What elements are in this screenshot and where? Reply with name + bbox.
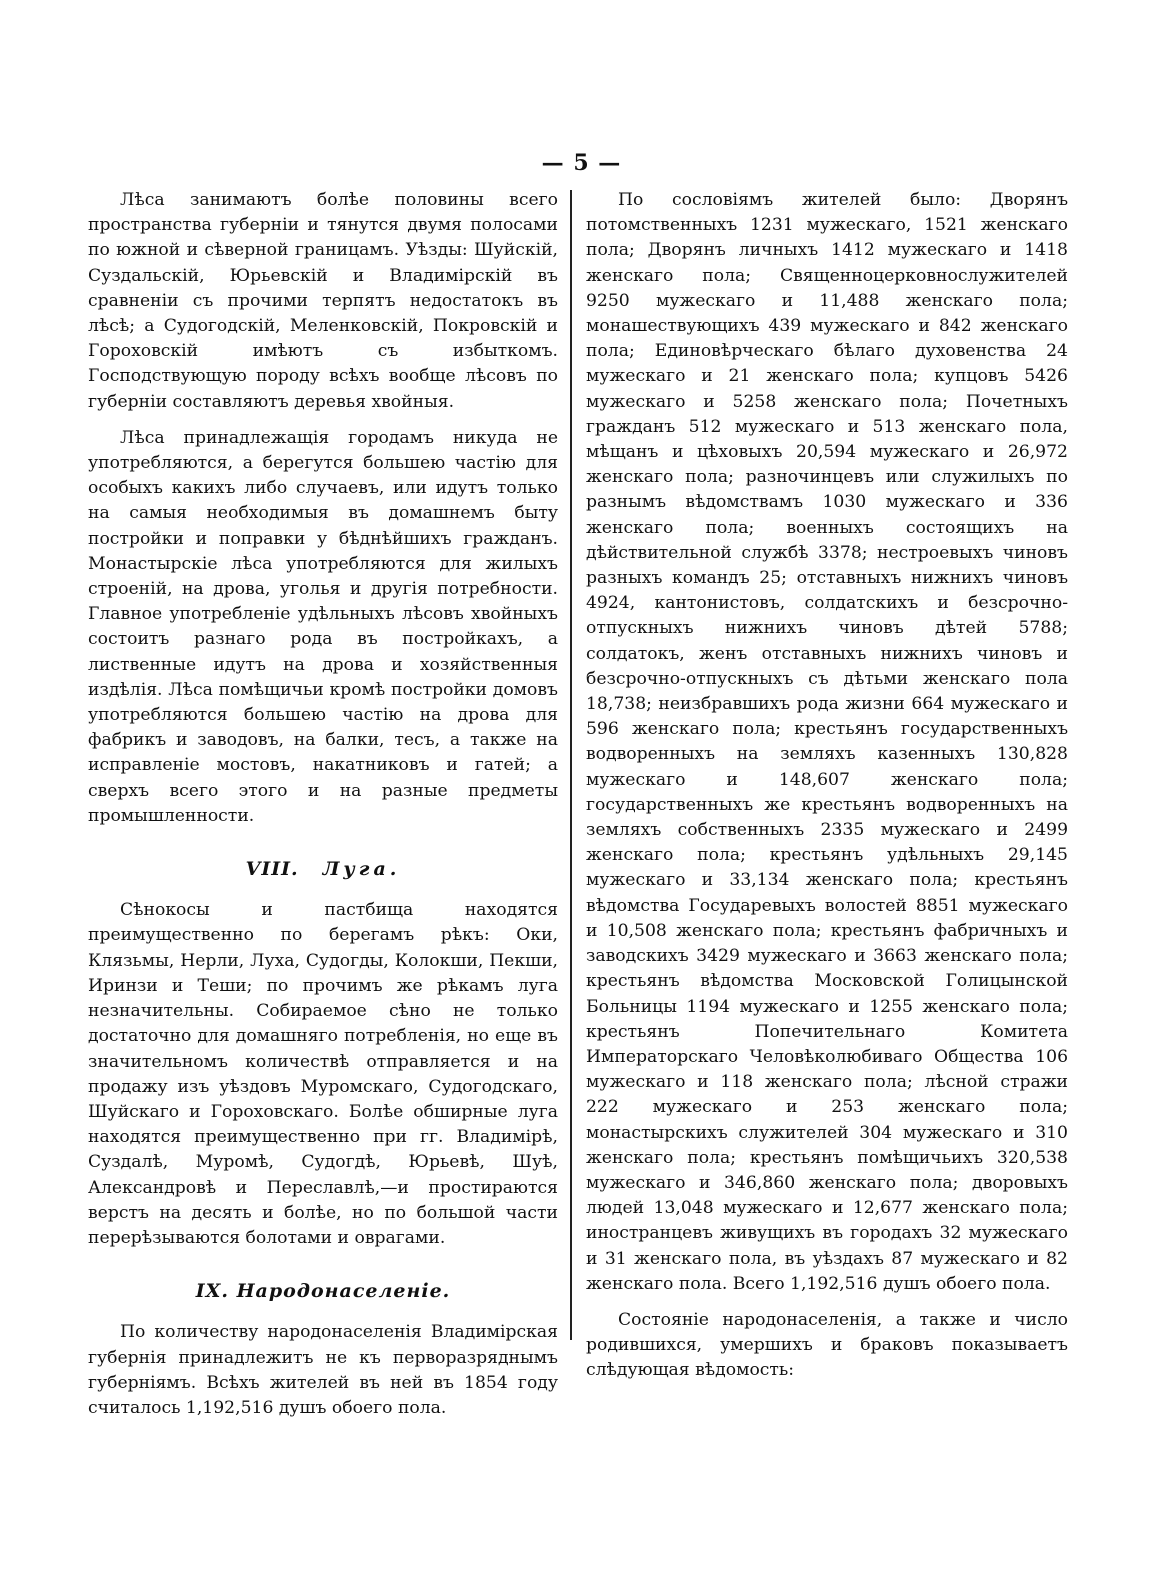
paragraph-population: По количеству народонаселенія Владимірская губернія принадлежитъ не къ перворазряднымъ губерніямъ. Всѣхъ жителей въ ней въ 1854 году считалось 1,192,516 душъ обоего пола. (88, 1322, 558, 1418)
section-number: VIII. (245, 858, 299, 881)
paragraph-estates: По сословіямъ жителей было: Дворянъ потомственныхъ 1231 мужескаго, 1521 женскаго пола; Дворянъ личныхъ 1412 мужескаго и 1418 женскаго пола; Священноцерковнослужителей 9250 мужескаго и 11,488 женскаго пола; монашествующихъ 439 мужескаго и 842 женскаго пола; Единовѣрческаго бѣлаго духовенства 24 мужескаго и 21 женскаго пола; купцовъ 5426 мужескаго и 5258 женскаго пола; Почетныхъ гражданъ 512 мужескаго и 513 женскаго пола, мѣщанъ и цѣховыхъ 20,594 мужескаго и 26,972 женскаго пола; разночинцевъ или служилыхъ по разнымъ вѣдомствамъ 1030 мужескаго и 336 женскаго пола; военныхъ состоящихъ на дѣйствительной службѣ 3378; нестроевыхъ чиновъ разныхъ командъ 25; отставныхъ нижнихъ чиновъ 4924, кантонистовъ, солдатскихъ и безсрочно-отпускныхъ нижнихъ чиновъ дѣтей 5788; солдатокъ, женъ отставныхъ нижнихъ чиновъ и безсрочно-отпускныхъ съ дѣтьми женскаго пола 18,738; неизбравшихъ рода жизни 664 мужескаго и 596 женскаго пола; крестьянъ государственныхъ водворенныхъ на земляхъ казенныхъ 130,828 мужескаго и 148,607 женскаго пола; государственныхъ же крестьянъ водворенныхъ на земляхъ собственныхъ 2335 мужескаго и 2499 женскаго пола; крестьянъ удѣльныхъ 29,145 мужескаго и 33,134 женскаго пола; крестьянъ вѣдомства Государевыхъ волостей 8851 мужескаго и 10,508 женскаго пола; крестьянъ фабричныхъ и заводскихъ 3429 мужескаго и 3663 женскаго пола; крестьянъ вѣдомства Московской Голицынской Больницы 1194 мужескаго и 1255 женскаго пола; крестьянъ Попечительнаго Комитета Императорскаго Человѣколюбиваго Общества 106 мужескаго и 118 женскаго пола; лѣсной стражи 222 мужескаго и 253 женскаго пола; монастырскихъ служителей 304 мужескаго и 310 женскаго пола; крестьянъ помѣщичьихъ 320,538 мужескаго и 346,860 женскаго пола; дворовыхъ людей 13,048 мужескаго и 12,677 женскаго пола; иностранцевъ живущихъ въ городахъ 32 мужескаго и 31 женскаго пола, въ уѣздахъ 87 мужескаго и 82 женскаго пола. Всего 1,192,516 душъ обоего пола. (586, 190, 1068, 1294)
right-column (586, 188, 1068, 1395)
paragraph-meadows: Сѣнокосы и пастбища находятся преимущественно по берегамъ рѣкъ: Оки, Клязьмы, Нерли, Луха, Судогды, Колокши, Пекши, Иринзи и Теши; по прочимъ же рѣкамъ луга незначительны. Собираемое сѣно не только достаточно для домашняго потребленія, но еще въ значительномъ количествѣ отправляется и на продажу изъ уѣздовъ Муромскаго, Судогодскаго, Шуйскаго и Гороховскаго. Болѣе обширные луга находятся преимущественно при гг. Владимірѣ, Суздалѣ, Муромѣ, Судогдѣ, Юрьевѣ, Шуѣ, Александровѣ и Переславлѣ,—и простираются верстъ на десять и болѣе, но по большой части перерѣзываются болотами и оврагами. (88, 900, 558, 1248)
section-title: Луга. (322, 858, 401, 881)
paragraph-forest-usage: Лѣса принадлежащія городамъ никуда не употребляются, а берегутся большею частію для особыхъ какихъ либо случаевъ, или идутъ только на самыя необходимыя въ домашнемъ быту постройки и поправки у бѣднѣйшихъ гражданъ. Монастырскіе лѣса употребляются для жилыхъ строеній, на дрова, уголья и другія потребности. Главное употребленіе удѣльныхъ лѣсовъ хвойныхъ состоитъ разнаго рода въ постройкахъ, а лиственные идутъ на дрова и хозяйственныя издѣлія. Лѣса помѣщичьи кромѣ постройки домовъ употребляются большею частію на дрова для фабрикъ и заводовъ, на балки, тесъ, а также на исправленіе мостовъ, накатниковъ и гатей; а сверхъ всего этого и на разные предметы промышленности. (88, 427, 558, 826)
paragraph-population-state: Состояніе народонаселенія, а также и число родившихся, умершихъ и браковъ показываетъ слѣдующая вѣдомость: (586, 1309, 1068, 1381)
paragraph-forests: Лѣса занимаютъ болѣе половины всего пространства губерніи и тянутся двумя полосами по южной и сѣверной границамъ. Уѣзды: Шуйскій, Суздальскій, Юрьевскій и Владимірскій въ сравненіи съ прочими терпятъ недостатокъ въ лѣсѣ; а Судогодскій, Меленковскій, Покровскій и Гороховскій имѣютъ съ избыткомъ. Господствующую породу всѣхъ вообще лѣсовъ по губерніи составляютъ деревья хвойныя. (88, 190, 558, 412)
column-divider (570, 190, 572, 1340)
section-heading-population: IX. Народонаселеніе. (195, 1280, 451, 1303)
page-number: — 5 — (541, 150, 622, 176)
section-heading-meadows (88, 857, 558, 882)
left-column (88, 188, 558, 1432)
